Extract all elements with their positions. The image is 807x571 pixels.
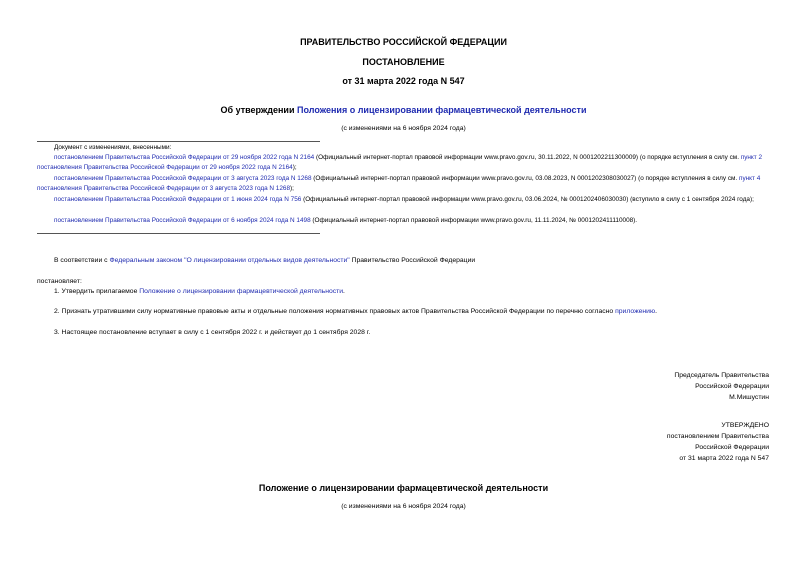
change-tail: ); [290, 185, 294, 192]
appendix-link[interactable]: приложению [615, 308, 656, 315]
change-item [37, 216, 771, 226]
title-link[interactable]: Положения о лицензировании фармацевтической деятельности [297, 105, 587, 115]
change-text: (Официальный интернет-портал правовой информации www.pravo.gov.ru, 30.11.2022, N 0001202211300009) (о порядке вступления в силу см. [314, 154, 741, 161]
signature-name: М.Мишустин [729, 394, 769, 401]
title-prefix: Об утверждении [220, 105, 297, 115]
document-date-number: от 31 марта 2022 года N 547 [342, 76, 465, 86]
changes-intro: Документ с изменениями, внесенными: [54, 144, 172, 151]
change-effect-link[interactable]: пункт 4 постановления Правительства Российской Федерации от 3 августа 2023 года N 1268 [37, 175, 761, 192]
change-text: (Официальный интернет-портал правовой информации www.pravo.gov.ru, 11.11.2024, № 0001202411110008). [310, 217, 638, 224]
change-item [37, 195, 771, 205]
resolves-word: постановляет: [37, 278, 82, 285]
annex-title: Положение о лицензировании фармацевтической деятельности [258, 483, 549, 493]
change-link[interactable]: постановлением Правительства Российской Федерации от 29 ноября 2022 года N 2164 [54, 154, 315, 161]
approved-date: от 31 марта 2022 года N 547 [679, 455, 769, 462]
basis-suffix: Правительство Российской Федерации [349, 257, 476, 264]
approved-by: постановлением Правительства [666, 433, 769, 440]
point-2 [54, 308, 657, 315]
signature-country: Российской Федерации [695, 383, 769, 390]
signature-position: Председатель Правительства [674, 372, 769, 379]
point-2-prefix: 2. Признать утратившими силу нормативные правовые акты и отдельные положения нормативных правовых актов Правительства Российской Федерации по перечню согласно [54, 308, 616, 315]
document-type: ПОСТАНОВЛЕНИЕ [362, 57, 445, 67]
point-1-prefix: 1. Утвердить прилагаемое [54, 288, 140, 295]
point-1 [54, 288, 345, 295]
signature-block [674, 370, 769, 403]
basis-prefix: В соответствии с [54, 257, 110, 264]
approved-country: Российской Федерации [695, 444, 769, 451]
change-effect-link[interactable]: пункт 2 постановления Правительства Российской Федерации от 29 ноября 2022 года N 2164 [37, 154, 763, 171]
change-item [37, 174, 771, 194]
change-link[interactable]: постановлением Правительства Российской Федерации от 1 июня 2024 года N 756 [54, 196, 302, 203]
regulation-link[interactable]: Положение о лицензировании фармацевтической деятельности [139, 288, 344, 295]
document-title [0, 105, 807, 115]
edition-note: (с изменениями на 6 ноября 2024 года) [341, 125, 466, 132]
government-heading: ПРАВИТЕЛЬСТВО РОССИЙСКОЙ ФЕДЕРАЦИИ [300, 37, 507, 47]
change-item [37, 153, 771, 173]
point-2-suffix: . [655, 308, 657, 315]
divider-bottom [37, 233, 320, 234]
change-tail: ); [292, 164, 297, 171]
change-text: (Официальный интернет-портал правовой информации www.pravo.gov.ru, 03.08.2023, N 0001202308030027) (о порядке вступления в силу см. [311, 175, 739, 182]
approval-stamp [667, 420, 769, 464]
point-3: 3. Настоящее постановление вступает в силу с 1 сентября 2022 г. и действует до 1 сентября 2028 г. [54, 329, 371, 336]
federal-law-link[interactable]: Федеральным законом "О лицензировании отдельных видов деятельности" [109, 257, 350, 264]
change-link[interactable]: постановлением Правительства Российской Федерации от 6 ноября 2024 года N 1498 [54, 217, 311, 224]
divider-top [37, 141, 320, 142]
legal-basis [54, 257, 475, 264]
change-text: (Официальный интернет-портал правовой информации www.pravo.gov.ru, 03.06.2024, № 0001202406030030) (вступило в силу с 1 сентября 2024 года); [301, 196, 754, 203]
point-1-suffix: . [343, 288, 345, 295]
approved-label: УТВЕРЖДЕНО [721, 422, 769, 429]
change-link[interactable]: постановлением Правительства Российской Федерации от 3 августа 2023 года N 1268 [54, 175, 312, 182]
annex-edition-note: (с изменениями на 6 ноября 2024 года) [341, 503, 466, 510]
